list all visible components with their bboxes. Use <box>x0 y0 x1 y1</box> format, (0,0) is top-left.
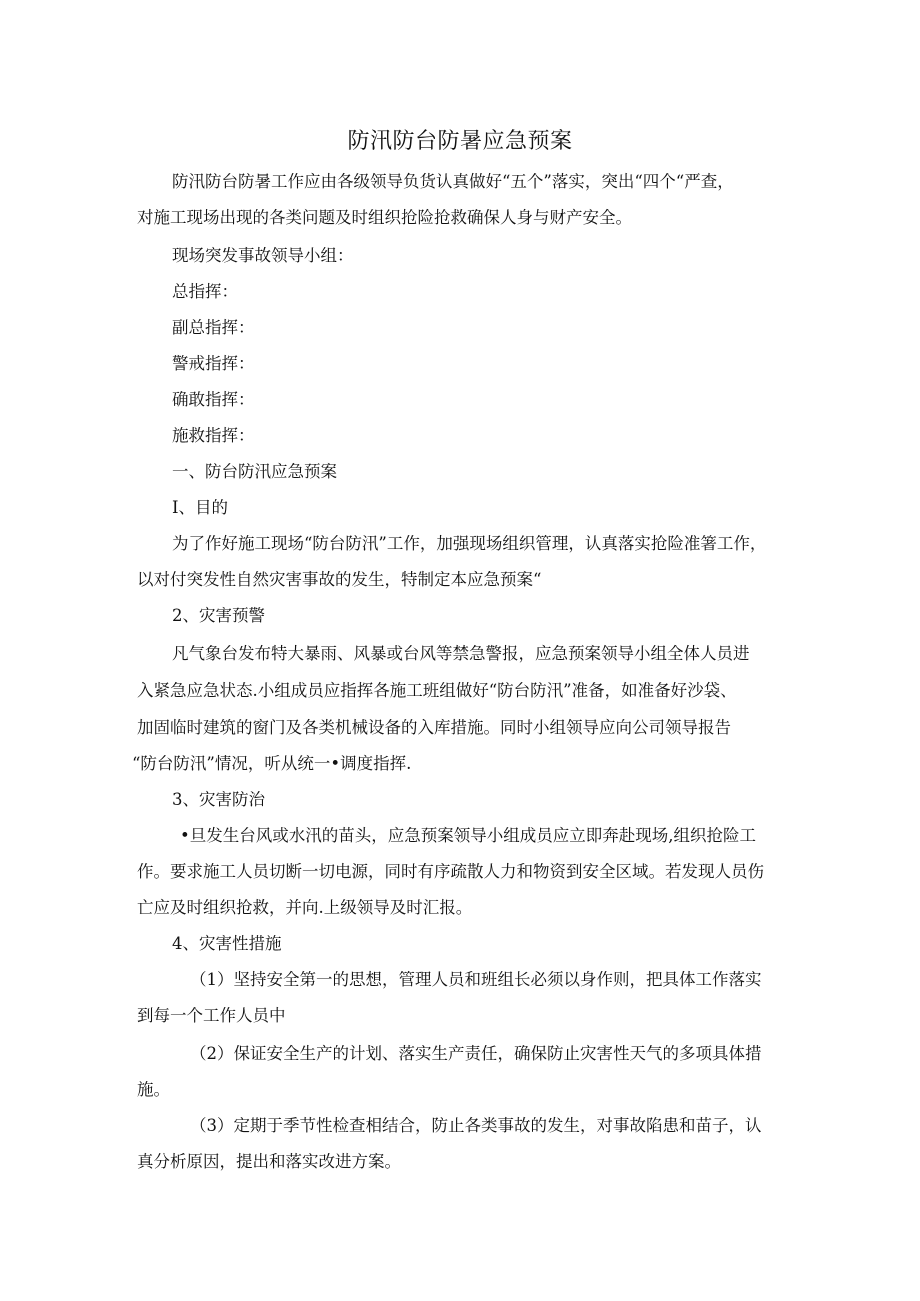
control-line-3: 亡应及时组织抢救，并向.上级领导及时汇报。 <box>137 898 473 917</box>
measure-item-3-line-2: 真分析原因，提出和落实改进方案。 <box>137 1152 401 1171</box>
measure-item-1-line-2: 到每一个工作人员中 <box>137 1006 286 1025</box>
warning-line-1: 凡气象台发布特大暴雨、风暴或台风等禁急警报，应急预案领导小组全体人员进 <box>172 644 750 663</box>
intro-line-1: 防汛防台防暑工作应由各级领导负货认真做好“五个”落实，突出“四个“严查， <box>172 172 734 191</box>
measure-item-2-line-2: 施。 <box>137 1080 170 1099</box>
warning-line-3: 加固临时建筑的窗门及各类机械设备的入库措施。同时小组领导应向公司领导报告 <box>137 718 731 737</box>
role-deputy-commander: 副总指挥： <box>172 318 255 337</box>
role-rescue-commander: 施救指挥： <box>172 426 255 445</box>
measure-item-2-line-1: （2）保证安全生产的计划、落实生产责任，确保防止灾害性天气的多项具体措 <box>190 1044 762 1063</box>
purpose-heading: I、目的 <box>172 498 229 517</box>
role-alert-commander: 警戒指挥： <box>172 354 255 373</box>
measure-item-1-line-1: （1）坚持安全第一的思想，管理人员和班组长必须以身作则，把具体工作落实 <box>190 970 762 989</box>
team-heading: 现场突发事故领导小组： <box>172 246 354 265</box>
warning-line-2: 入紧急应急状态.小组成员应指挥各施工班组做好“防台防汛”准备，如准备好沙袋、 <box>137 681 737 700</box>
role-commander: 总指挥： <box>172 282 238 301</box>
measure-item-3-line-1: （3）定期于季节性检查相结合，防止各类事故的发生，对事故陷患和苗子，认 <box>190 1116 762 1135</box>
warning-heading: 2、灾害预警 <box>172 606 265 625</box>
intro-line-2: 对施工现场出现的各类问题及时组织抢险抢救确保人身与财产安全。 <box>137 208 632 227</box>
measures-heading: 4、灾害性措施 <box>172 934 282 953</box>
document-title: 防汛防台防暑应急预案 <box>347 129 573 154</box>
control-heading: 3、灾害防治 <box>172 790 265 809</box>
section-heading: 一、防台防汛应急预案 <box>172 462 337 481</box>
role-confirm-commander: 确敢指挥： <box>172 390 255 409</box>
control-line-2: 作。要求施工人员切断一切电源，同时有序疏散人力和物资到安全区域。若发现人员伤 <box>137 862 764 881</box>
warning-line-4: “防台防汛”情况，听从统一•调度指挥. <box>132 754 412 773</box>
control-line-1: •旦发生台风或水汛的苗头，应急预案领导小组成员应立即奔赴现场,组织抢险工 <box>180 826 756 845</box>
purpose-line-1: 为了作好施工现场“防台防汛”工作，加强现场组织管理，认真落实抢险准箸工作， <box>172 534 767 553</box>
purpose-line-2: 以对付突发性自然灾害事故的发生，特制定本应急预案“ <box>137 570 542 589</box>
